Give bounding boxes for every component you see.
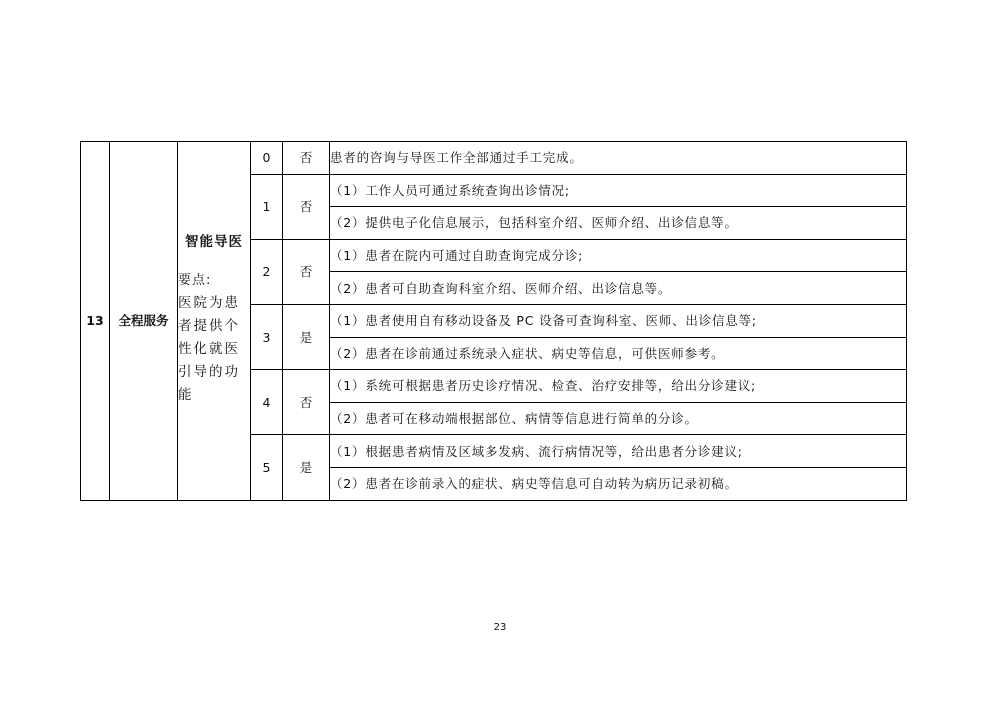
- level-number: 4: [251, 370, 283, 435]
- requirement-text: （1）患者在院内可通过自助查询完成分诊;: [330, 239, 907, 272]
- level-number: 1: [251, 174, 283, 239]
- required-flag: 是: [283, 435, 330, 500]
- requirement-text: （1）工作人员可通过系统查询出诊情况;: [330, 174, 907, 207]
- feature-description: 医院为患者提供个性化就医引导的功能: [178, 295, 240, 404]
- requirement-text: （2）提供电子化信息展示，包括科室介绍、医师介绍、出诊信息等。: [330, 207, 907, 240]
- requirement-text: （2）患者在诊前录入的症状、病史等信息可自动转为病历记录初稿。: [330, 467, 907, 500]
- level-number: 0: [251, 142, 283, 175]
- requirement-text: （1）系统可根据患者历史诊疗情况、检查、治疗安排等，给出分诊建议;: [330, 370, 907, 403]
- requirement-text: （1）根据患者病情及区域多发病、流行病情况等，给出患者分诊建议;: [330, 435, 907, 468]
- level-number: 3: [251, 304, 283, 369]
- required-flag: 是: [283, 304, 330, 369]
- evaluation-table: [80, 141, 907, 501]
- required-flag: 否: [283, 174, 330, 239]
- category-label: 全程服务: [110, 142, 178, 501]
- page-number: 23: [493, 622, 507, 633]
- table-row: [81, 142, 907, 175]
- requirement-text: （1）患者使用自有移动设备及 PC 设备可查询科室、医师、出诊信息等;: [330, 304, 907, 337]
- feature-cell: [178, 142, 251, 501]
- level-number: 2: [251, 239, 283, 304]
- feature-label: 要点:: [178, 272, 212, 288]
- required-flag: 否: [283, 142, 330, 175]
- requirement-text: （2）患者可在移动端根据部位、病情等信息进行简单的分诊。: [330, 402, 907, 435]
- feature-title: 智能导医: [185, 234, 243, 251]
- required-flag: 否: [283, 370, 330, 435]
- requirement-text: （2）患者可自助查询科室介绍、医师介绍、出诊信息等。: [330, 272, 907, 305]
- level-number: 5: [251, 435, 283, 500]
- requirement-text: 患者的咨询与导医工作全部通过手工完成。: [330, 142, 907, 175]
- item-number: 13: [81, 142, 110, 501]
- requirement-text: （2）患者在诊前通过系统录入症状、病史等信息，可供医师参考。: [330, 337, 907, 370]
- required-flag: 否: [283, 239, 330, 304]
